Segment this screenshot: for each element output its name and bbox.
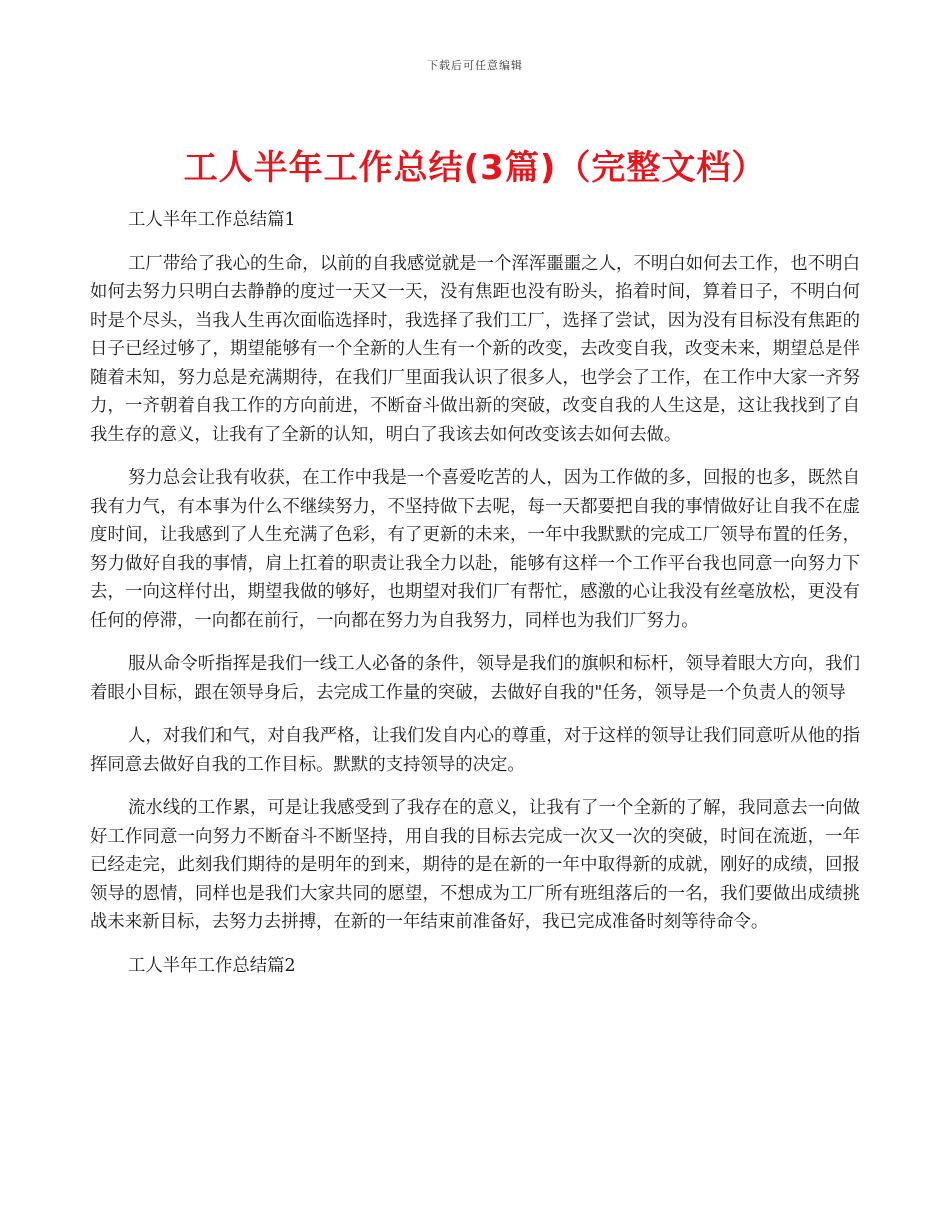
section-heading: 工人半年工作总结篇1 (128, 210, 296, 230)
header-note: 下载后可任意编辑 (427, 59, 523, 72)
paragraph: 努力总会让我有收获，在工作中我是一个喜爱吃苦的人，因为工作做的多，回报的也多，既然自我有力气，有本事为什么不继续努力，不坚持做下去呢，每一天都要把自我的事情做好让自我不在虚度时间，让我感到了人生充满了色彩，有了更新的未来，一年中我默默的完成工厂领导布置的任务，努力做好自我的事情，肩上扛着的职责让我全力以赴，能够有这样一个工作平台我也同意一向努力下去，一向这样付出，期望我做的够好，也期望对我们厂有帮忙，感激的心让我没有丝毫放松，更没有任何的停滞，一向都在前行，一向都在努力为自我努力，同样也为我们厂努力。 (90, 468, 860, 631)
document-title: 工人半年工作总结(3篇)（完整文档） (183, 148, 767, 188)
section-heading: 工人半年工作总结篇2 (128, 955, 296, 976)
document-body (90, 206, 860, 995)
paragraph: 服从命令听指挥是我们一线工人必备的条件，领导是我们的旗帜和标杆，领导着眼大方向，我们着眼小目标，跟在领导身后，去完成工作量的突破，去做好自我的"任务，领导是一个负责人的领导 (90, 654, 860, 703)
paragraph: 流水线的工作累，可是让我感受到了我存在的意义，让我有了一个全新的了解，我同意去一向做好工作同意一向努力不断奋斗不断坚持，用自我的目标去完成一次又一次的突破，时间在流逝，一年已经走完，此刻我们期待的是明年的到来，期待的是在新的一年中取得新的成就，刚好的成绩，回报领导的恩情，同样也是我们大家共同的愿望，不想成为工厂所有班组落后的一名，我们要做出成绩挑战未来新目标，去努力去拼搏，在新的一年结束前准备好，我已完成准备时刻等待命令。 (90, 798, 860, 932)
paragraph: 人，对我们和气，对自我严格，让我们发自内心的尊重，对于这样的领导让我们同意听从他的指挥同意去做好自我的工作目标。默默的支持领导的决定。 (90, 726, 860, 775)
paragraph: 工厂带给了我心的生命，以前的自我感觉就是一个浑浑噩噩之人，不明白如何去工作，也不明白如何去努力只明白去静静的度过一天又一天，没有焦距也没有盼头，掐着时间，算着日子，不明白何时是个尽头，当我人生再次面临选择时，我选择了我们工厂，选择了尝试，因为没有目标没有焦距的日子已经过够了，期望能够有一个全新的人生有一个新的改变，去改变自我，改变未来，期望总是伴随着未知，努力总是充满期待，在我们厂里面我认识了很多人，也学会了工作，在工作中大家一齐努力，一齐朝着自我工作的方向前进，不断奋斗做出新的突破，改变自我的人生这是，这让我找到了自我生存的意义，让我有了全新的认知，明白了我该去如何改变该去如何去做。 (90, 253, 860, 445)
